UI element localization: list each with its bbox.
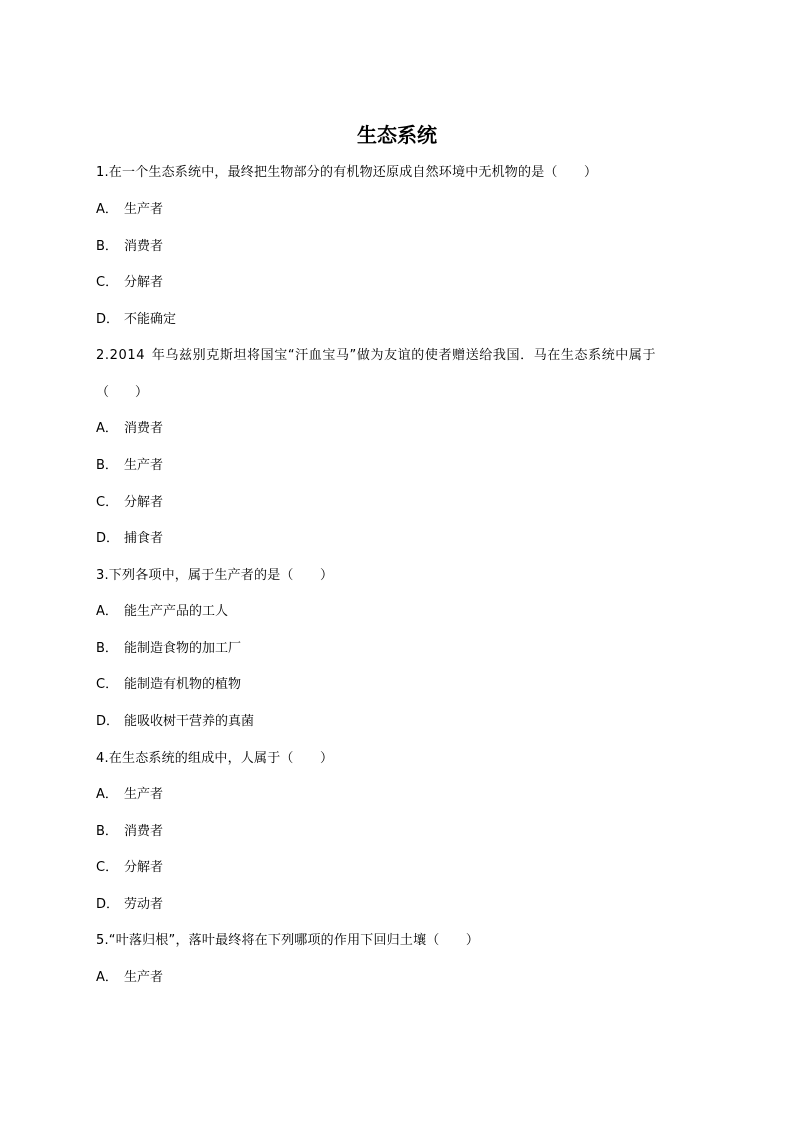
option-text: 生产者 bbox=[124, 458, 164, 473]
option-text: 消费者 bbox=[124, 239, 164, 254]
option-letter: B． bbox=[96, 239, 118, 254]
question-3-option-b bbox=[96, 640, 706, 658]
option-text: 消费者 bbox=[124, 421, 164, 436]
option-letter: A． bbox=[96, 202, 118, 217]
option-letter: C． bbox=[96, 860, 119, 875]
question-5-stem: 5.“叶落归根”，落叶最终将在下列哪项的作用下回归土壤（ ） bbox=[96, 933, 480, 948]
option-letter: D． bbox=[96, 714, 120, 729]
question-4-option-d bbox=[96, 896, 706, 914]
option-text: 能制造食物的加工厂 bbox=[124, 641, 242, 656]
option-text: 能生产产品的工人 bbox=[124, 604, 229, 619]
option-text: 能吸收树干营养的真菌 bbox=[124, 714, 255, 729]
option-text: 分解者 bbox=[124, 860, 164, 875]
option-text: 不能确定 bbox=[124, 312, 177, 327]
option-text: 消费者 bbox=[124, 824, 164, 839]
option-letter: C． bbox=[96, 495, 119, 510]
option-letter: C． bbox=[96, 677, 119, 692]
question-1-option-d bbox=[96, 311, 706, 329]
question-3-option-d bbox=[96, 713, 706, 731]
question-3-option-a bbox=[96, 603, 706, 621]
option-text: 分解者 bbox=[124, 495, 164, 510]
question-1-stem: 1.在一个生态系统中，最终把生物部分的有机物还原成自然环境中无机物的是（ ） bbox=[96, 165, 598, 180]
question-5-option-a bbox=[96, 969, 706, 987]
option-text: 劳动者 bbox=[124, 897, 164, 912]
option-letter: D． bbox=[96, 897, 120, 912]
question-2-stem: 2.2014 年乌兹别克斯坦将国宝“汗血宝马”做为友谊的使者赠送给我国．马在生态系统中属于 bbox=[96, 348, 657, 363]
option-letter: D． bbox=[96, 531, 120, 546]
option-letter: A． bbox=[96, 787, 118, 802]
option-letter: A． bbox=[96, 970, 118, 985]
option-letter: B． bbox=[96, 824, 118, 839]
question-4-option-c bbox=[96, 859, 706, 877]
option-text: 生产者 bbox=[124, 202, 164, 217]
question-1-option-a bbox=[96, 201, 706, 219]
option-letter: B． bbox=[96, 458, 118, 473]
option-text: 生产者 bbox=[124, 970, 164, 985]
question-1-option-b bbox=[96, 238, 706, 256]
option-letter: D． bbox=[96, 312, 120, 327]
option-text: 生产者 bbox=[124, 787, 164, 802]
option-letter: C． bbox=[96, 275, 119, 290]
question-4-option-b bbox=[96, 823, 706, 841]
option-text: 能制造有机物的植物 bbox=[124, 677, 242, 692]
question-2-option-d bbox=[96, 530, 706, 548]
option-text: 捕食者 bbox=[124, 531, 164, 546]
document-title: 生态系统 bbox=[357, 123, 437, 147]
option-letter: A． bbox=[96, 604, 118, 619]
question-4-stem: 4.在生态系统的组成中，人属于（ ） bbox=[96, 751, 334, 766]
question-3-option-c bbox=[96, 676, 706, 694]
question-4-option-a bbox=[96, 786, 706, 804]
question-2-stem-continuation: （ ） bbox=[96, 385, 149, 400]
question-2-option-a bbox=[96, 420, 706, 438]
option-letter: B． bbox=[96, 641, 118, 656]
option-text: 分解者 bbox=[124, 275, 164, 290]
question-3-stem: 3.下列各项中，属于生产者的是（ ） bbox=[96, 568, 334, 583]
question-2-option-b bbox=[96, 457, 706, 475]
question-1-option-c bbox=[96, 274, 706, 292]
option-letter: A． bbox=[96, 421, 118, 436]
question-2-option-c bbox=[96, 494, 706, 512]
